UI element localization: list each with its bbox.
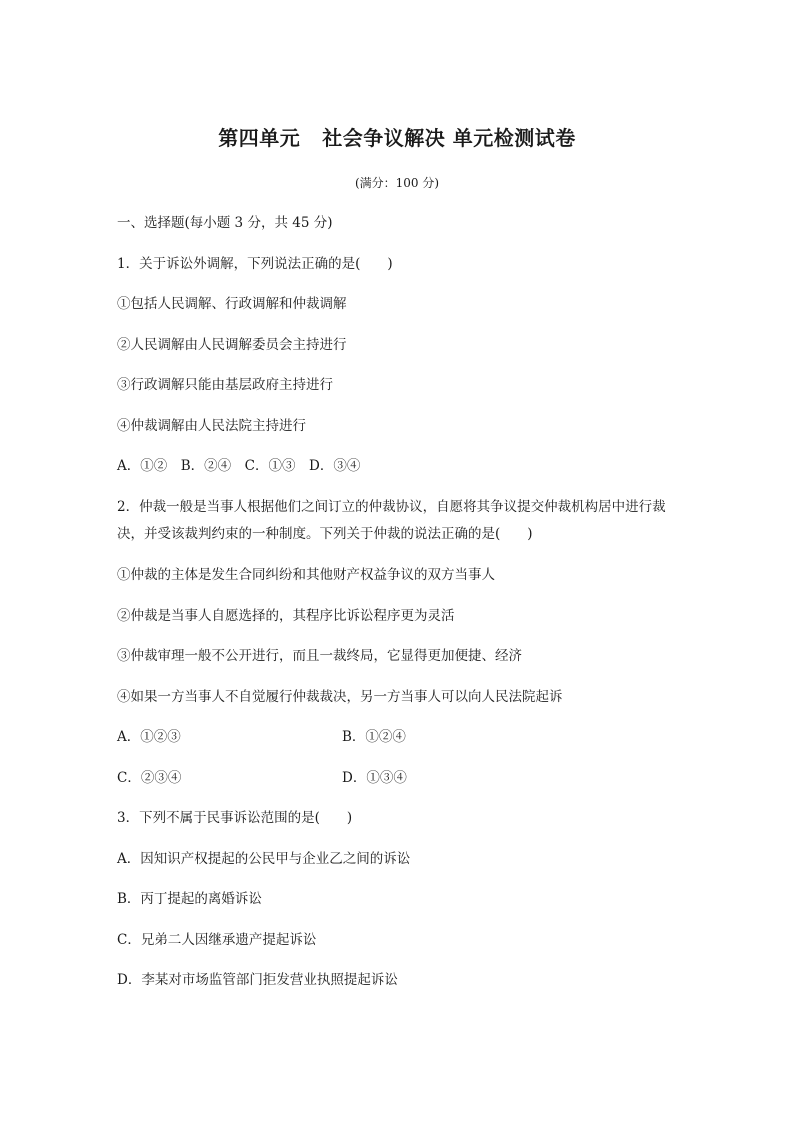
q3-option-a: A．因知识产权提起的公民甲与企业乙之间的诉讼 <box>117 851 411 867</box>
full-score-note: (满分：100 分) <box>354 176 440 190</box>
q3-option-d: D．李某对市场监管部门拒发营业执照提起诉讼 <box>117 972 398 988</box>
q1-stem: 1．关于诉讼外调解，下列说法正确的是( ) <box>117 256 393 272</box>
q3-option-c: C．兄弟二人因继承遗产提起诉讼 <box>117 932 317 948</box>
q2-options-row-2 <box>117 768 683 788</box>
q3-stem: 3．下列不属于民事诉讼范围的是( ) <box>117 810 353 826</box>
q1-item-2: ②人民调解由人民调解委员会主持进行 <box>117 337 347 353</box>
section-heading: 一、选择题(每小题 3 分，共 45 分) <box>117 215 333 231</box>
q2-item-4: ④如果一方当事人不自觉履行仲裁裁决，另一方当事人可以向人民法院起诉 <box>117 689 563 705</box>
q2-stem: 2．仲裁一般是当事人根据他们之间订立的仲裁协议，自愿将其争议提交仲裁机构居中进行裁决，并受该裁判约束的一种制度。下列关于仲裁的说法正确的是( ) <box>117 499 666 542</box>
q2-item-1: ①仲裁的主体是发生合同纠纷和其他财产权益争议的双方当事人 <box>117 567 495 583</box>
page-title <box>0 122 794 151</box>
q2-option-d: D．①③④ <box>342 770 407 786</box>
q1-item-4: ④仲裁调解由人民法院主持进行 <box>117 418 306 434</box>
q2-item-3: ③仲裁审理一般不公开进行，而且一裁终局，它显得更加便捷、经济 <box>117 648 522 664</box>
title-topic: 社会争议解决 单元检测试卷 <box>322 126 576 150</box>
q2-option-c: C．②③④ <box>117 770 182 786</box>
q1-item-3: ③行政调解只能由基层政府主持进行 <box>117 377 333 393</box>
q2-option-a: A．①②③ <box>117 729 181 745</box>
q3-option-b: B．丙丁提起的离婚诉讼 <box>117 891 262 907</box>
q2-options-row-1 <box>117 727 683 747</box>
q2-option-b: B．①②④ <box>342 729 406 745</box>
title-unit: 第四单元 <box>218 126 301 150</box>
q1-options: A．①② B．②④ C．①③ D．③④ <box>117 458 361 474</box>
q1-item-1: ①包括人民调解、行政调解和仲裁调解 <box>117 296 347 312</box>
q2-item-2: ②仲裁是当事人自愿选择的，其程序比诉讼程序更为灵活 <box>117 608 455 624</box>
